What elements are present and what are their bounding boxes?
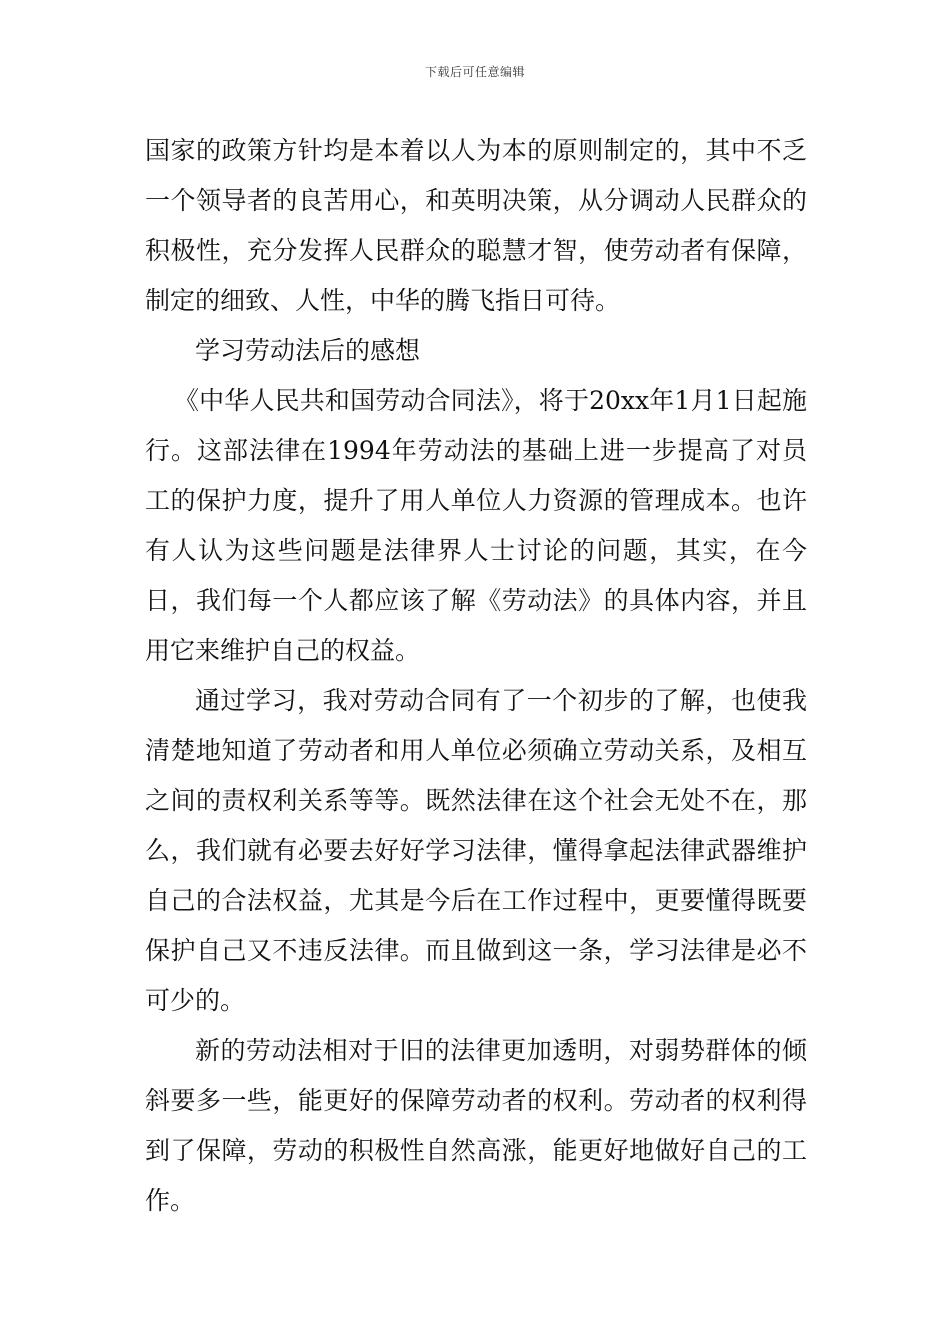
paragraph-new-law-benefits: 新的劳动法相对于旧的法律更加透明，对弱势群体的倾斜要多一些，能更好的保障劳动者的权利。劳动者的权利得到了保障，劳动的积极性自然高涨，能更好地做好自己的工作。 [145, 1036, 807, 1215]
paragraph-learning-reflection: 通过学习，我对劳动合同有了一个初步的了解，也使我清楚地知道了劳动者和用人单位必须确立劳动关系，及相互之间的责权利关系等等。既然法律在这个社会无处不在，那么，我们就有必要去好好学习法律，懂得拿起法律武器维护自己的合法权益，尤其是今后在工作过程中，更要懂得既要保护自己又不违反法律。而且做到这一条，学习法律是必不可少的。 [145, 686, 807, 1015]
section-title: 学习劳动法后的感想 [195, 336, 421, 365]
paragraph-intro-continuation: 国家的政策方针均是本着以人为本的原则制定的，其中不乏一个领导者的良苦用心，和英明决策，从分调动人民群众的积极性，充分发挥人民群众的聪慧才智，使劳动者有保障，制定的细致、人性，中华的腾飞指日可待。 [145, 136, 807, 315]
document-body [145, 126, 807, 1226]
paragraph-law-intro: 《中华人民共和国劳动合同法》，将于20xx年1月1日起施行。这部法律在1994年劳动法的基础上进一步提高了对员工的保护力度，提升了用人单位人力资源的管理成本。也许有人认为这些问题是法律界人士讨论的问题，其实，在今日，我们每一个人都应该了解《劳动法》的具体内容，并且用它来维护自己的权益。 [145, 386, 807, 665]
page-header: 下载后可任意编辑 [424, 65, 525, 79]
